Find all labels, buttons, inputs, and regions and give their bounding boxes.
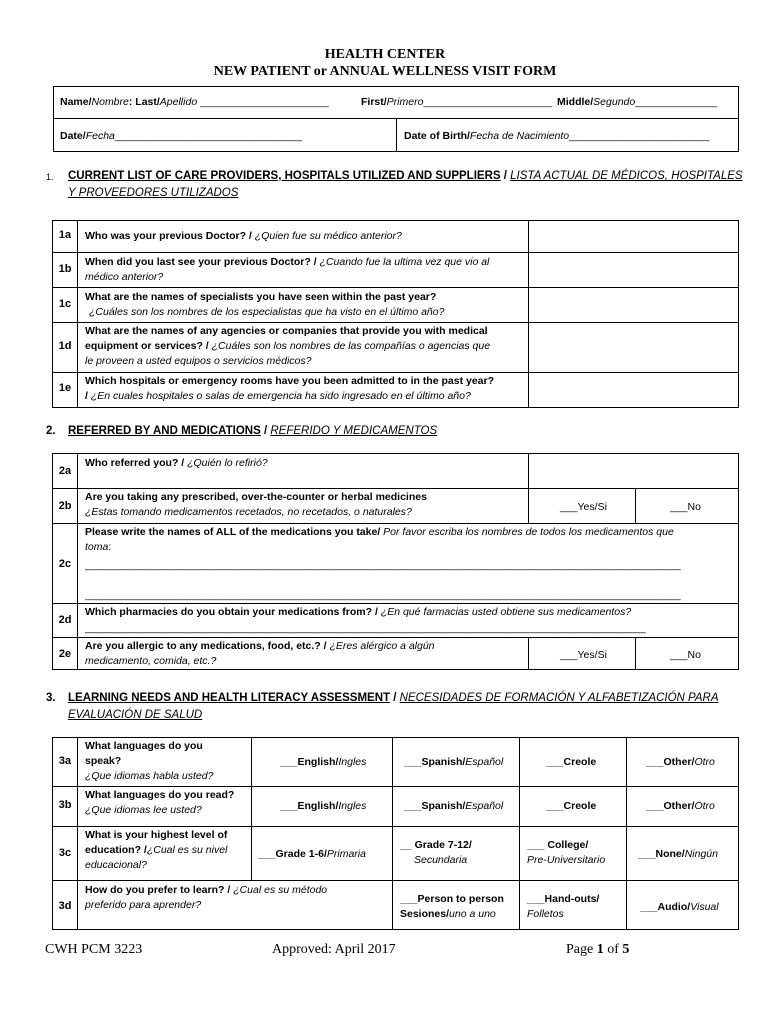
option-3c-grade1-6[interactable]: ___Grade 1-6/Primaria — [258, 848, 366, 860]
answer-2b-no[interactable]: ___No — [670, 501, 701, 513]
footer-approved: Approved: April 2017 — [272, 942, 396, 957]
answer-1c-field[interactable] — [529, 288, 738, 322]
s3-row-id: 3c — [58, 847, 72, 859]
section3-title: LEARNING NEEDS AND HEALTH LITERACY ASSESSMENT — [68, 692, 391, 704]
s2-row-question: Are you allergic to any medications, food, etc.? / ¿Eres alérgico a algún medicamento, comida, etc.? — [85, 640, 435, 667]
s3-vline — [392, 737, 393, 930]
s1-col-id — [52, 220, 78, 408]
s2-vline — [635, 637, 636, 670]
answer-1b-field[interactable] — [529, 253, 738, 287]
s3-row-line — [52, 880, 739, 881]
s2-row-id: 2c — [58, 558, 72, 570]
s3-row-question: What languages do you speak? ¿Que idiomas habla usted? — [85, 740, 214, 782]
first-name-field[interactable] — [361, 95, 552, 110]
answer-2e-no[interactable]: ___No — [670, 649, 701, 661]
section1-title-es2: Y PROVEEDORES UTILIZADOS — [68, 187, 239, 199]
name-label-es: Nombre — [91, 96, 129, 108]
s1-row-question: Which hospitals or emergency rooms have you been admitted to in the past year? / ¿En cuales hospitales o salas de emergencia ha sido ingresado en el último año? — [85, 375, 495, 402]
s2-row-id: 2a — [58, 465, 72, 477]
s1-row-id: 1e — [58, 382, 72, 394]
s3-vline — [519, 737, 520, 930]
s1-row-id: 1b — [58, 263, 72, 275]
section2-heading — [68, 423, 437, 440]
first-name-blank[interactable]: ______________________ — [423, 96, 552, 108]
s1-row-question: When did you last see your previous Doctor? / ¿Cuando fue la ultima vez que vio al médico anterior? — [85, 256, 490, 283]
date-blank[interactable]: ________________________________ — [114, 130, 302, 142]
answer-2d-line[interactable]: ________________________________________________________________________________________________ — [85, 622, 646, 634]
s2-vline — [635, 488, 636, 523]
answer-1e-field[interactable] — [529, 373, 738, 407]
first-label: First/ — [361, 96, 387, 108]
option-3a-creole[interactable]: ___Creole — [546, 756, 597, 768]
answer-1a-field[interactable] — [529, 221, 738, 252]
last-name-blank[interactable]: ______________________ — [197, 96, 329, 108]
section2-title-es: REFERIDO Y MEDICAMENTOS — [270, 425, 438, 437]
last-label-es: Apellido — [159, 96, 198, 108]
s1-row-id: 1c — [58, 298, 72, 310]
option-3a-other[interactable]: ___Other/Otro — [646, 756, 715, 768]
s2-row-question: Who referred you? / ¿Quién lo refirió? — [85, 457, 268, 469]
s2-row-line — [52, 637, 739, 638]
section3-title-es2: EVALUACIÓN DE SALUD — [68, 709, 203, 721]
answer-2e-yes[interactable]: ___Yes/Si — [560, 649, 607, 661]
section1-title-es1: LISTA ACTUAL DE MÉDICOS, HOSPITALES — [510, 170, 743, 182]
s2-row-question: Are you taking any prescribed, over-the-counter or herbal medicines ¿Estas tomando medicamentos recetados, no recetados, o naturales? — [85, 491, 427, 518]
middle-name-blank[interactable]: ______________ — [635, 96, 717, 108]
s1-row-question: What are the names of specialists you have seen within the past year? ¿Cuáles son los nombres de los especialistas que ha visto en el último año? — [85, 291, 445, 318]
last-label: : Last/ — [128, 96, 160, 108]
dob-blank[interactable]: ________________________ — [569, 130, 710, 142]
option-3b-creole[interactable]: ___Creole — [546, 800, 597, 812]
section1-heading — [68, 168, 748, 202]
s2-row-id: 2b — [58, 500, 72, 512]
option-3d-handouts[interactable]: ___Hand-outs/ Folletos — [527, 893, 600, 920]
answer-2c-line[interactable]: ______________________________________________________________________________________________________ — [85, 559, 681, 571]
section3-title-es1: NECESIDADES DE FORMACIÓN Y ALFABETIZACIÓN PARA — [399, 692, 719, 704]
s3-row-line — [52, 826, 739, 827]
footer-page-number: Page 1 of 5 — [566, 942, 630, 957]
option-3d-audio[interactable]: ___Audio/Visual — [640, 901, 719, 913]
section1-number: 1. — [46, 172, 54, 182]
section1-title: CURRENT LIST OF CARE PROVIDERS, HOSPITALS UTILIZED AND SUPPLIERS — [68, 170, 501, 182]
option-3c-college[interactable]: ___ College/ Pre-Universitario — [527, 839, 606, 866]
section2-number: 2. — [46, 425, 56, 437]
option-3a-spanish[interactable]: ___Spanish/Español — [404, 756, 504, 768]
option-3c-none[interactable]: ___None/Ningún — [638, 848, 718, 860]
option-3b-english[interactable]: ___English/Ingles — [280, 800, 367, 812]
date-label: Date/ — [60, 130, 86, 142]
first-label-es: Primero — [386, 96, 424, 108]
name-field[interactable] — [60, 95, 329, 110]
s1-row-id: 1d — [58, 340, 72, 352]
section3-number: 3. — [46, 692, 56, 704]
option-3d-person[interactable]: ___Person to person Sesiones/uno a uno — [400, 893, 504, 920]
s3-row-question: How do you prefer to learn? / ¿Cual es su método preferido para aprender? — [85, 884, 328, 911]
s1-row-id: 1a — [58, 229, 72, 241]
date-field[interactable] — [60, 129, 302, 144]
s2-row-line — [52, 523, 739, 524]
section1-sep: / — [500, 170, 511, 182]
option-3b-other[interactable]: ___Other/Otro — [646, 800, 715, 812]
s2-row-question: Which pharmacies do you obtain your medications from? / ¿En qué farmacias usted obtiene sus medicamentos? — [85, 606, 632, 618]
answer-1d-field[interactable] — [529, 323, 738, 372]
s3-row-question: What languages do you read? ¿Que idiomas lee usted? — [85, 789, 235, 816]
middle-label-es: Segundo — [593, 96, 636, 108]
s2-vline — [528, 637, 529, 670]
section2-title: REFERRED BY AND MEDICATIONS — [68, 425, 261, 437]
date-label-es: Fecha — [85, 130, 115, 142]
s2-row-line — [52, 603, 739, 604]
middle-name-field[interactable] — [557, 95, 717, 110]
section3-heading — [68, 690, 748, 724]
option-3a-english[interactable]: ___English/Ingles — [280, 756, 367, 768]
s2-row-line — [52, 488, 739, 489]
patient-info-vdivider — [396, 118, 397, 152]
option-3c-grade7-12[interactable]: __ Grade 7-12/ Secundaria — [400, 839, 472, 866]
s1-row-question: Who was your previous Doctor? / ¿Quien fue su médico anterior? — [85, 230, 402, 242]
s2-row-id: 2e — [58, 648, 72, 660]
section3-sep: / — [390, 692, 400, 704]
answer-2b-yes[interactable]: ___Yes/Si — [560, 501, 607, 513]
answer-2a-field[interactable] — [529, 454, 738, 488]
s3-row-line — [52, 786, 739, 787]
middle-label: Middle/ — [557, 96, 594, 108]
name-label: Name/ — [60, 96, 92, 108]
dob-label-es: Fecha de Nacimiento — [469, 130, 570, 142]
form-title-line1: HEALTH CENTER — [324, 47, 446, 62]
footer-form-code: CWH PCM 3223 — [45, 942, 143, 957]
answer-2c-line[interactable]: ______________________________________________________________________________________________________ — [85, 589, 681, 601]
s3-row-id: 3b — [58, 799, 72, 811]
dob-label: Date of Birth/ — [404, 130, 470, 142]
s2-row-id: 2d — [58, 614, 72, 626]
s3-row-question: What is your highest level of education? /¿Cual es su nivel educacional? — [85, 829, 228, 871]
s3-row-id: 3a — [58, 755, 72, 767]
dob-field[interactable] — [404, 129, 709, 144]
s3-vline — [626, 737, 627, 930]
s3-row-id: 3d — [58, 900, 72, 912]
s1-row-question: What are the names of any agencies or companies that provide you with medical equipment or services? / ¿Cuáles son los nombres de las compañías o agencias que le proveen a usted equipos o servicios médicos? — [85, 325, 491, 367]
s3-vline — [251, 737, 252, 880]
s2-row-question: Please write the names of ALL of the medications you take/ Por favor escriba los nombres de todos los medicamentos que toma: — [85, 526, 674, 553]
option-3b-spanish[interactable]: ___Spanish/Español — [404, 800, 504, 812]
section2-sep: / — [260, 425, 271, 437]
form-title-line2: NEW PATIENT or ANNUAL WELLNESS VISIT FORM — [213, 64, 557, 79]
